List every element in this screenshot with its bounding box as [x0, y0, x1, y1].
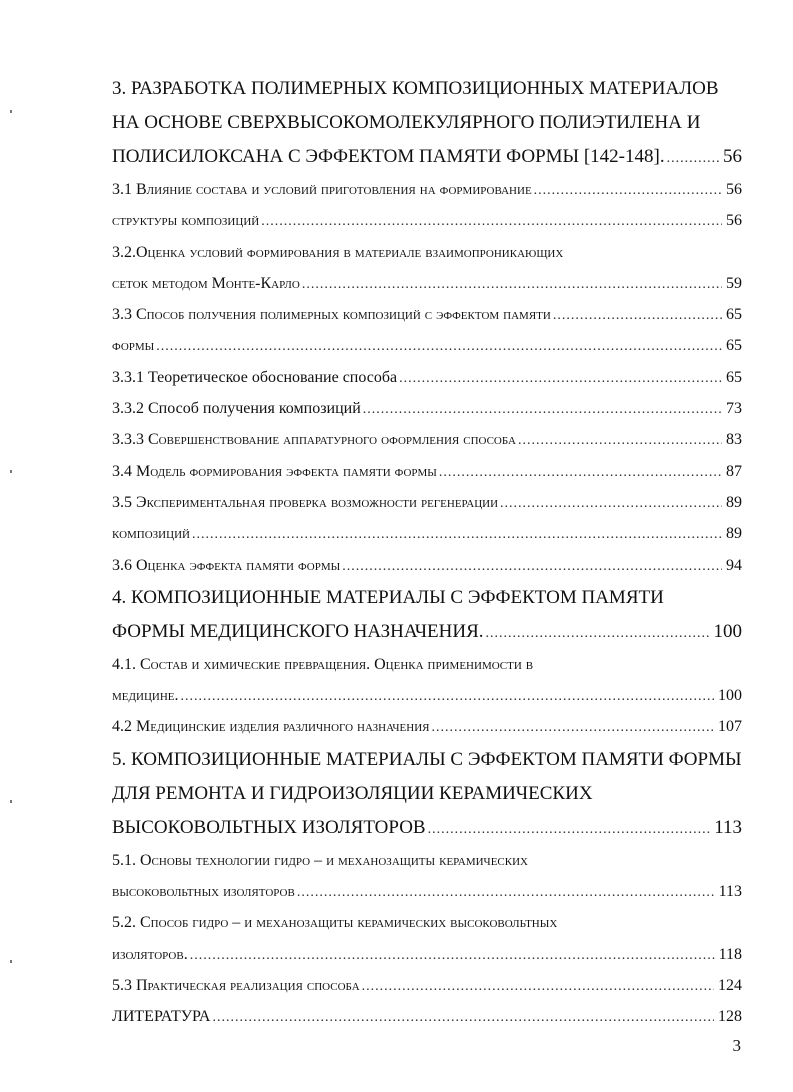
toc-entry-text: композиций	[112, 525, 190, 543]
toc-entry-5	[112, 777, 742, 811]
toc-entry-text: 4.1. Состав и химические превращения. Оценка применимости в	[112, 655, 534, 673]
toc-entry-text: 5.3 Практическая реализация способа	[112, 976, 360, 994]
toc-page-number: 83	[726, 431, 742, 449]
toc-page-number: 89	[726, 525, 742, 543]
toc-entry-text: 3.6 Оценка эффекта памяти формы	[112, 556, 341, 574]
toc-entry-text: ЛИТЕРАТУРА	[112, 1008, 211, 1026]
dot-leader	[261, 206, 722, 237]
toc-entry-4	[112, 581, 742, 615]
toc-entry-4-1	[112, 649, 742, 680]
toc-entry-text: формы	[112, 337, 155, 355]
dot-leader	[192, 519, 722, 550]
toc-entry-text: ВЫСОКОВОЛЬТНЫХ ИЗОЛЯТОРОВ	[112, 816, 426, 838]
toc-entry-text: 3.5 Экспериментальная проверка возможности регенерации	[112, 493, 499, 511]
dot-leader	[212, 1002, 714, 1033]
dot-leader	[362, 971, 714, 1002]
toc-entry-text: НА ОСНОВЕ СВЕРХВЫСОКОМОЛЕКУЛЯРНОГО ПОЛИЭТИЛЕНА И	[112, 112, 701, 133]
toc-entry-text: структуры композиций	[112, 212, 260, 230]
toc-entry-text: 3. РАЗРАБОТКА ПОЛИМЕРНЫХ КОМПОЗИЦИОННЫХ МАТЕРИАЛОВ	[112, 78, 719, 99]
dot-leader	[431, 712, 714, 743]
toc-entry-3-5	[112, 518, 742, 549]
dot-leader	[518, 425, 722, 456]
toc-entry-text: медицине.	[112, 687, 179, 705]
toc-entry-text: изоляторов.	[112, 945, 188, 963]
toc-entry-5-2	[112, 907, 742, 938]
toc-entry-3-3-2	[112, 393, 742, 424]
toc-entry-3	[112, 140, 742, 174]
toc-page-number: 56	[723, 146, 742, 167]
toc-entry-5-1	[112, 876, 742, 907]
dot-leader	[190, 940, 715, 971]
dot-leader	[297, 877, 715, 908]
toc-entry-5	[112, 743, 742, 777]
toc-entry-text: сеток методом Монте-Карло	[112, 274, 300, 292]
scan-speck	[10, 470, 12, 473]
scan-speck	[10, 960, 12, 963]
toc-page-number: 73	[726, 400, 742, 418]
dot-leader	[428, 813, 711, 847]
toc-entry-text: 3.3.3 Совершенствование аппаратурного оформления способа	[112, 431, 516, 449]
toc-entry-3-3-3	[112, 424, 742, 455]
toc-entry-3-2	[112, 268, 742, 299]
toc-page-number: 107	[718, 718, 742, 736]
dot-leader	[399, 363, 722, 394]
toc-entry-text: 3.4 Модель формирования эффекта памяти формы	[112, 462, 437, 480]
toc-entry-3	[112, 106, 742, 140]
toc-page-number: 65	[726, 306, 742, 324]
toc-entry-3-1	[112, 174, 742, 205]
dot-leader	[342, 551, 722, 582]
toc-page-number: 94	[726, 556, 742, 574]
toc-page-number: 56	[726, 212, 742, 230]
toc-page-number: 100	[713, 620, 742, 642]
table-of-contents	[112, 72, 742, 1033]
toc-entry-5-2	[112, 939, 742, 970]
toc-entry-text: 5.2. Способ гидро – и механозащиты керамических высоковольтных	[112, 914, 558, 932]
scan-speck	[10, 800, 12, 803]
toc-entry-text: ПОЛИСИЛОКСАНА С ЭФФЕКТОМ ПАМЯТИ ФОРМЫ [142-148].	[112, 146, 665, 167]
toc-entry-3-3	[112, 330, 742, 361]
toc-entry-text: 4.2 Медицинские изделия различного назначения	[112, 718, 430, 736]
toc-entry-text: 5. КОМПОЗИЦИОННЫЕ МАТЕРИАЛЫ С ЭФФЕКТОМ ПАМЯТИ ФОРМЫ	[112, 748, 742, 770]
toc-entry-4-2	[112, 711, 742, 742]
toc-entry-text: 4. КОМПОЗИЦИОННЫЕ МАТЕРИАЛЫ С ЭФФЕКТОМ ПАМЯТИ	[112, 586, 664, 608]
toc-entry-3-6	[112, 550, 742, 581]
toc-entry-text: 3.3.1 Теоретическое обоснование способа	[112, 368, 398, 386]
toc-page-number: 65	[726, 368, 742, 386]
scan-speck	[10, 110, 12, 113]
toc-entry-3	[112, 72, 742, 106]
toc-entry-text: 3.3 Способ получения полимерных композиций с эффектом памяти	[112, 306, 551, 324]
toc-entry-3-5	[112, 487, 742, 518]
toc-entry-5-3	[112, 970, 742, 1001]
page-number: 3	[732, 1036, 741, 1055]
toc-page-number: 65	[726, 337, 742, 355]
toc-entry-3-2	[112, 237, 742, 268]
toc-page-number: 113	[718, 883, 742, 901]
toc-entry-4	[112, 615, 742, 649]
toc-entry-5	[112, 811, 742, 845]
toc-page-number: 59	[726, 274, 742, 292]
dot-leader	[181, 681, 715, 712]
dot-leader	[667, 142, 719, 176]
toc-page-number: 118	[718, 945, 742, 963]
toc-entry-text: 5.1. Основы технологии гидро – и механозащиты керамических	[112, 851, 528, 869]
toc-entry-5-1	[112, 845, 742, 876]
toc-entry-text: ФОРМЫ МЕДИЦИНСКОГО НАЗНАЧЕНИЯ.	[112, 620, 484, 642]
toc-entry-3-1	[112, 205, 742, 236]
dot-leader	[439, 457, 722, 488]
toc-entry-text: ДЛЯ РЕМОНТА И ГИДРОИЗОЛЯЦИИ КЕРАМИЧЕСКИХ	[112, 782, 593, 804]
toc-entry-3-3	[112, 299, 742, 330]
toc-entry-4-1	[112, 680, 742, 711]
toc-entry-text: 3.3.2 Способ получения композиций	[112, 400, 361, 418]
toc-entry-literature	[112, 1001, 742, 1032]
toc-page-number: 113	[714, 816, 742, 838]
dot-leader	[363, 394, 722, 425]
dot-leader	[500, 488, 722, 519]
dot-leader	[302, 269, 722, 300]
toc-page-number: 89	[726, 493, 742, 511]
toc-entry-text: высоковольтных изоляторов	[112, 883, 295, 901]
toc-page-number: 100	[718, 687, 742, 705]
toc-page-number: 128	[718, 1008, 742, 1026]
toc-entry-text: 3.1 Влияние состава и условий приготовления на формирование	[112, 181, 532, 198]
toc-entry-3-4	[112, 456, 742, 487]
toc-entry-text: 3.2.Оценка условий формирования в материале взаимопроникающих	[112, 243, 564, 261]
dot-leader	[534, 175, 722, 206]
dot-leader	[553, 300, 722, 331]
dot-leader	[486, 617, 710, 651]
toc-entry-3-3-1	[112, 362, 742, 393]
toc-page-number: 124	[718, 976, 742, 994]
toc-page-number: 87	[726, 462, 742, 480]
dot-leader	[156, 331, 722, 362]
toc-page-number: 56	[726, 181, 742, 198]
